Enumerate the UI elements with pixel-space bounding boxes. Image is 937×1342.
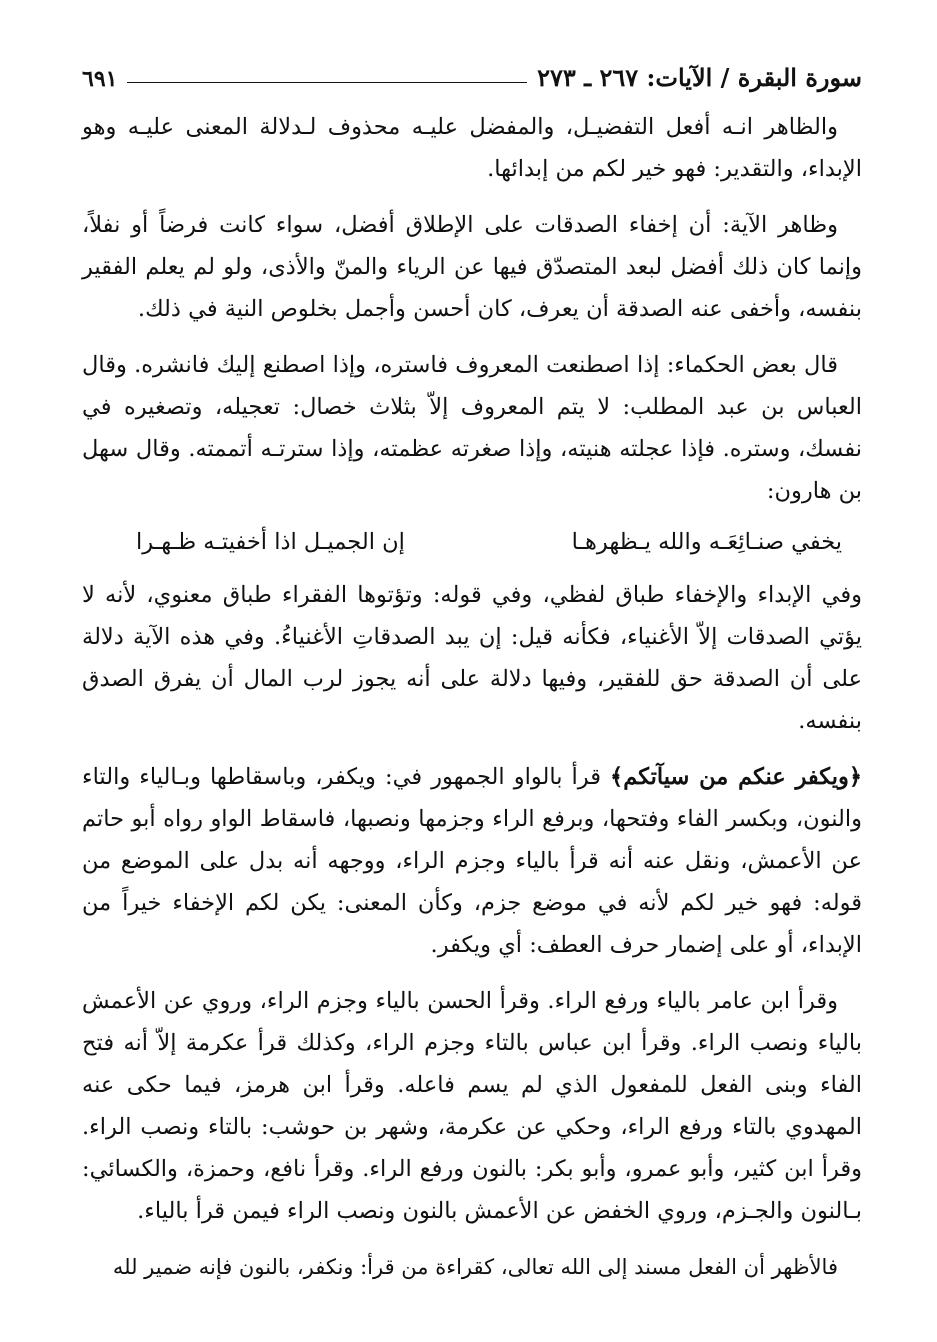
paragraph-4: وفي الإبداء والإخفاء طباق لفظي، وفي قوله: وتؤتوها الفقراء طباق معنوي، لأنه لا يؤتي الصدقات إلاّ الأغنياء، فكأنه قيل: إن يبد الصدقاتِ الأغنياءُ. وفي هذه الآية دلالة على أن الصدقة حق للفقير، وفيها دلالة على أنه يجوز لرب المال أن يفرق الصدق بنفسه. [82,582,862,734]
paragraph-7: فالأظهر أن الفعل مسند إلى الله تعالى، كقراءة من قرأ: ونكفر، بالنون فإنه ضمير لله [112,1255,838,1279]
verse-second-hemistich: إن الجميـل اذا أخفيتـه ظـهـرا [136,529,405,555]
book-page [82,52,862,1288]
poetry-verse [82,512,862,574]
paragraph-5 [82,756,862,966]
paragraph-2: وظاهر الآية: أن إخفاء الصدقات على الإطلاق أفضل، سواء كانت فرضاً أو نفلاً، وإنما كان ذلك أفضل لبعد المتصدّق فيها عن الرياء والمنّ والأذى، ولو لم يعلم الفقير بنفسه، وأخفى عنه الصدقة أن يعرف، كان أحسن وأجمل بخلوص النية في ذلك. [82,212,862,322]
paragraph-6: وقرأ ابن عامر بالياء ورفع الراء. وقرأ الحسن بالياء وجزم الراء، وروي عن الأعمش بالياء ونصب الراء. وقرأ ابن عباس بالتاء وجزم الراء، وكذلك قرأ عكرمة إلاّ أنه فتح الفاء وبنى الفعل للمفعول الذي لم يسم فاعله. وقرأ ابن هرمز، فيما حكى عنه المهدوي بالتاء ورفع الراء، وحكي عن عكرمة، وشهر بن حوشب: بالتاء ونصب الراء. وقرأ ابن كثير، وأبو عمرو، وأبو بكر: بالنون ورفع الراء. وقرأ نافع، وحمزة، والكسائي: بـالنون والجـزم، وروي الخفض عن الأعمش بالنون ونصب الراء فيمن قرأ بالياء. [82,988,862,1224]
paragraph-5-text: قرأ بالواو الجمهور في: ويكفر، وباسقاطها وبـالياء والتاء والنون، وبكسر الفاء وفتحها، وبرفع الراء وجزمها ونصبها، فاسقاط الواو رواه أبو حاتم عن الأعمش، ونقل عنه أنه قرأ بالياء وجزم الراء، ووجهه أنه بدل على الموضع من قوله: فهو خير لكم لأنه في موضع جزم، وكأن المعنى: يكن لكم الإخفاء خيراً من الإبداء، أو على إضمار حرف العطف: أي ويكفر. [82,764,862,958]
paragraph-1: والظاهر انـه أفعل التفضيـل، والمفضل عليـه محذوف لـدلالة المعنى عليـه وهو الإبداء، والتقدير: فهو خير لكم من إبدائها. [82,114,862,182]
running-head [82,52,862,92]
verse-first-hemistich: يخفي صنـائِعَـه والله يـظهرهـا [571,529,842,555]
paragraph-3: قال بعض الحكماء: إذا اصطنعت المعروف فاستره، وإذا اصطنع إليك فانشره. وقال العباس بن عبد المطلب: لا يتم المعروف إلاّ بثلاث خصال: تعجيله، وتصغيره في نفسك، وستره. فإذا عجلته هنيته، وإذا صغرته عظمته، وإذا سترتـه أتممته. وقال سهل بن هارون: [82,352,862,504]
surah-title: سورة البقرة / الآيات: ٢٦٧ ـ ٢٧٣ [537,63,862,92]
quran-quote: ﴿ويكفر عنكم من سيآتكم﴾ [610,764,863,790]
header-rule [127,82,527,83]
page-number: ٦٩١ [82,66,118,92]
